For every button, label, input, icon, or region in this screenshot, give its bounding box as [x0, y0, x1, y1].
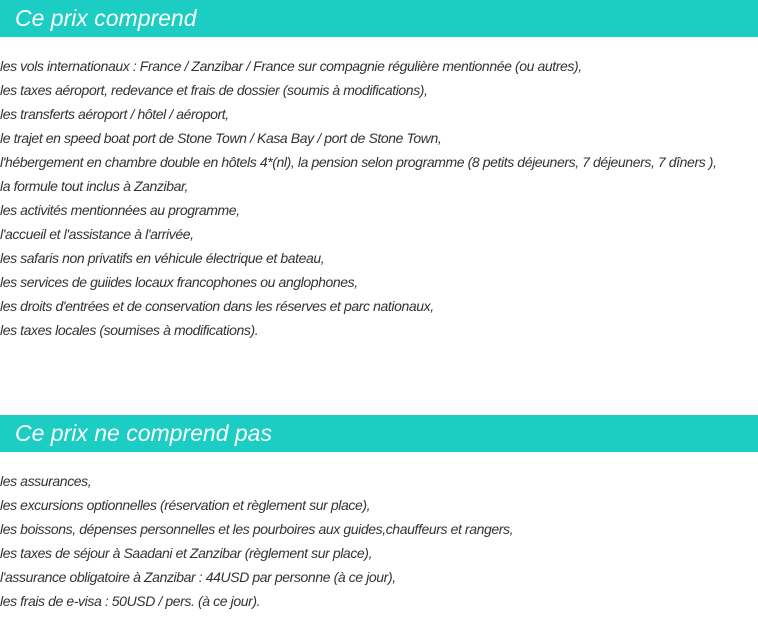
list-item: les vols internationaux : France / Zanzibar / France sur compagnie régulière mentionnée (ou autres), [0, 58, 582, 74]
list-item: les taxes aéroport, redevance et frais de dossier (soumis à modifications), [0, 82, 428, 98]
list-item: les boissons, dépenses personnelles et les pourboires aux guides,chauffeurs et rangers, [0, 521, 514, 537]
list-item: les activités mentionnées au programme, [0, 202, 240, 218]
list-item: les excursions optionnelles (réservation et règlement sur place), [0, 497, 371, 513]
included-section-header [0, 0, 758, 37]
list-item: les services de guiides locaux francophones ou anglophones, [0, 274, 358, 290]
list-item: le trajet en speed boat port de Stone Town / Kasa Bay / port de Stone Town, [0, 130, 442, 146]
list-item: les taxes locales (soumises à modifications). [0, 322, 259, 338]
list-item: l'accueil et l'assistance à l'arrivée, [0, 226, 194, 242]
excluded-section-title: Ce prix ne comprend pas [15, 420, 272, 446]
excluded-section-header [0, 415, 758, 452]
included-section-title: Ce prix comprend [15, 5, 197, 31]
list-item: les transferts aéroport / hôtel / aéroport, [0, 106, 229, 122]
list-item: les assurances, [0, 473, 92, 489]
list-item: les safaris non privatifs en véhicule électrique et bateau, [0, 250, 325, 266]
list-item: l'assurance obligatoire à Zanzibar : 44USD par personne (à ce jour), [0, 569, 396, 585]
included-items-list [0, 54, 758, 342]
list-item: l'hébergement en chambre double en hôtels 4*(nl), la pension selon programme (8 petits déjeuners, 7 déjeuners, 7 dîners ), [0, 154, 717, 170]
list-item: les frais de e-visa : 50USD / pers. (à ce jour). [0, 593, 261, 609]
list-item: la formule tout inclus à Zanzibar, [0, 178, 188, 194]
list-item: les droits d'entrées et de conservation dans les réserves et parc nationaux, [0, 298, 434, 314]
excluded-items-list [0, 469, 758, 613]
list-item: les taxes de séjour à Saadani et Zanzibar (règlement sur place), [0, 545, 373, 561]
